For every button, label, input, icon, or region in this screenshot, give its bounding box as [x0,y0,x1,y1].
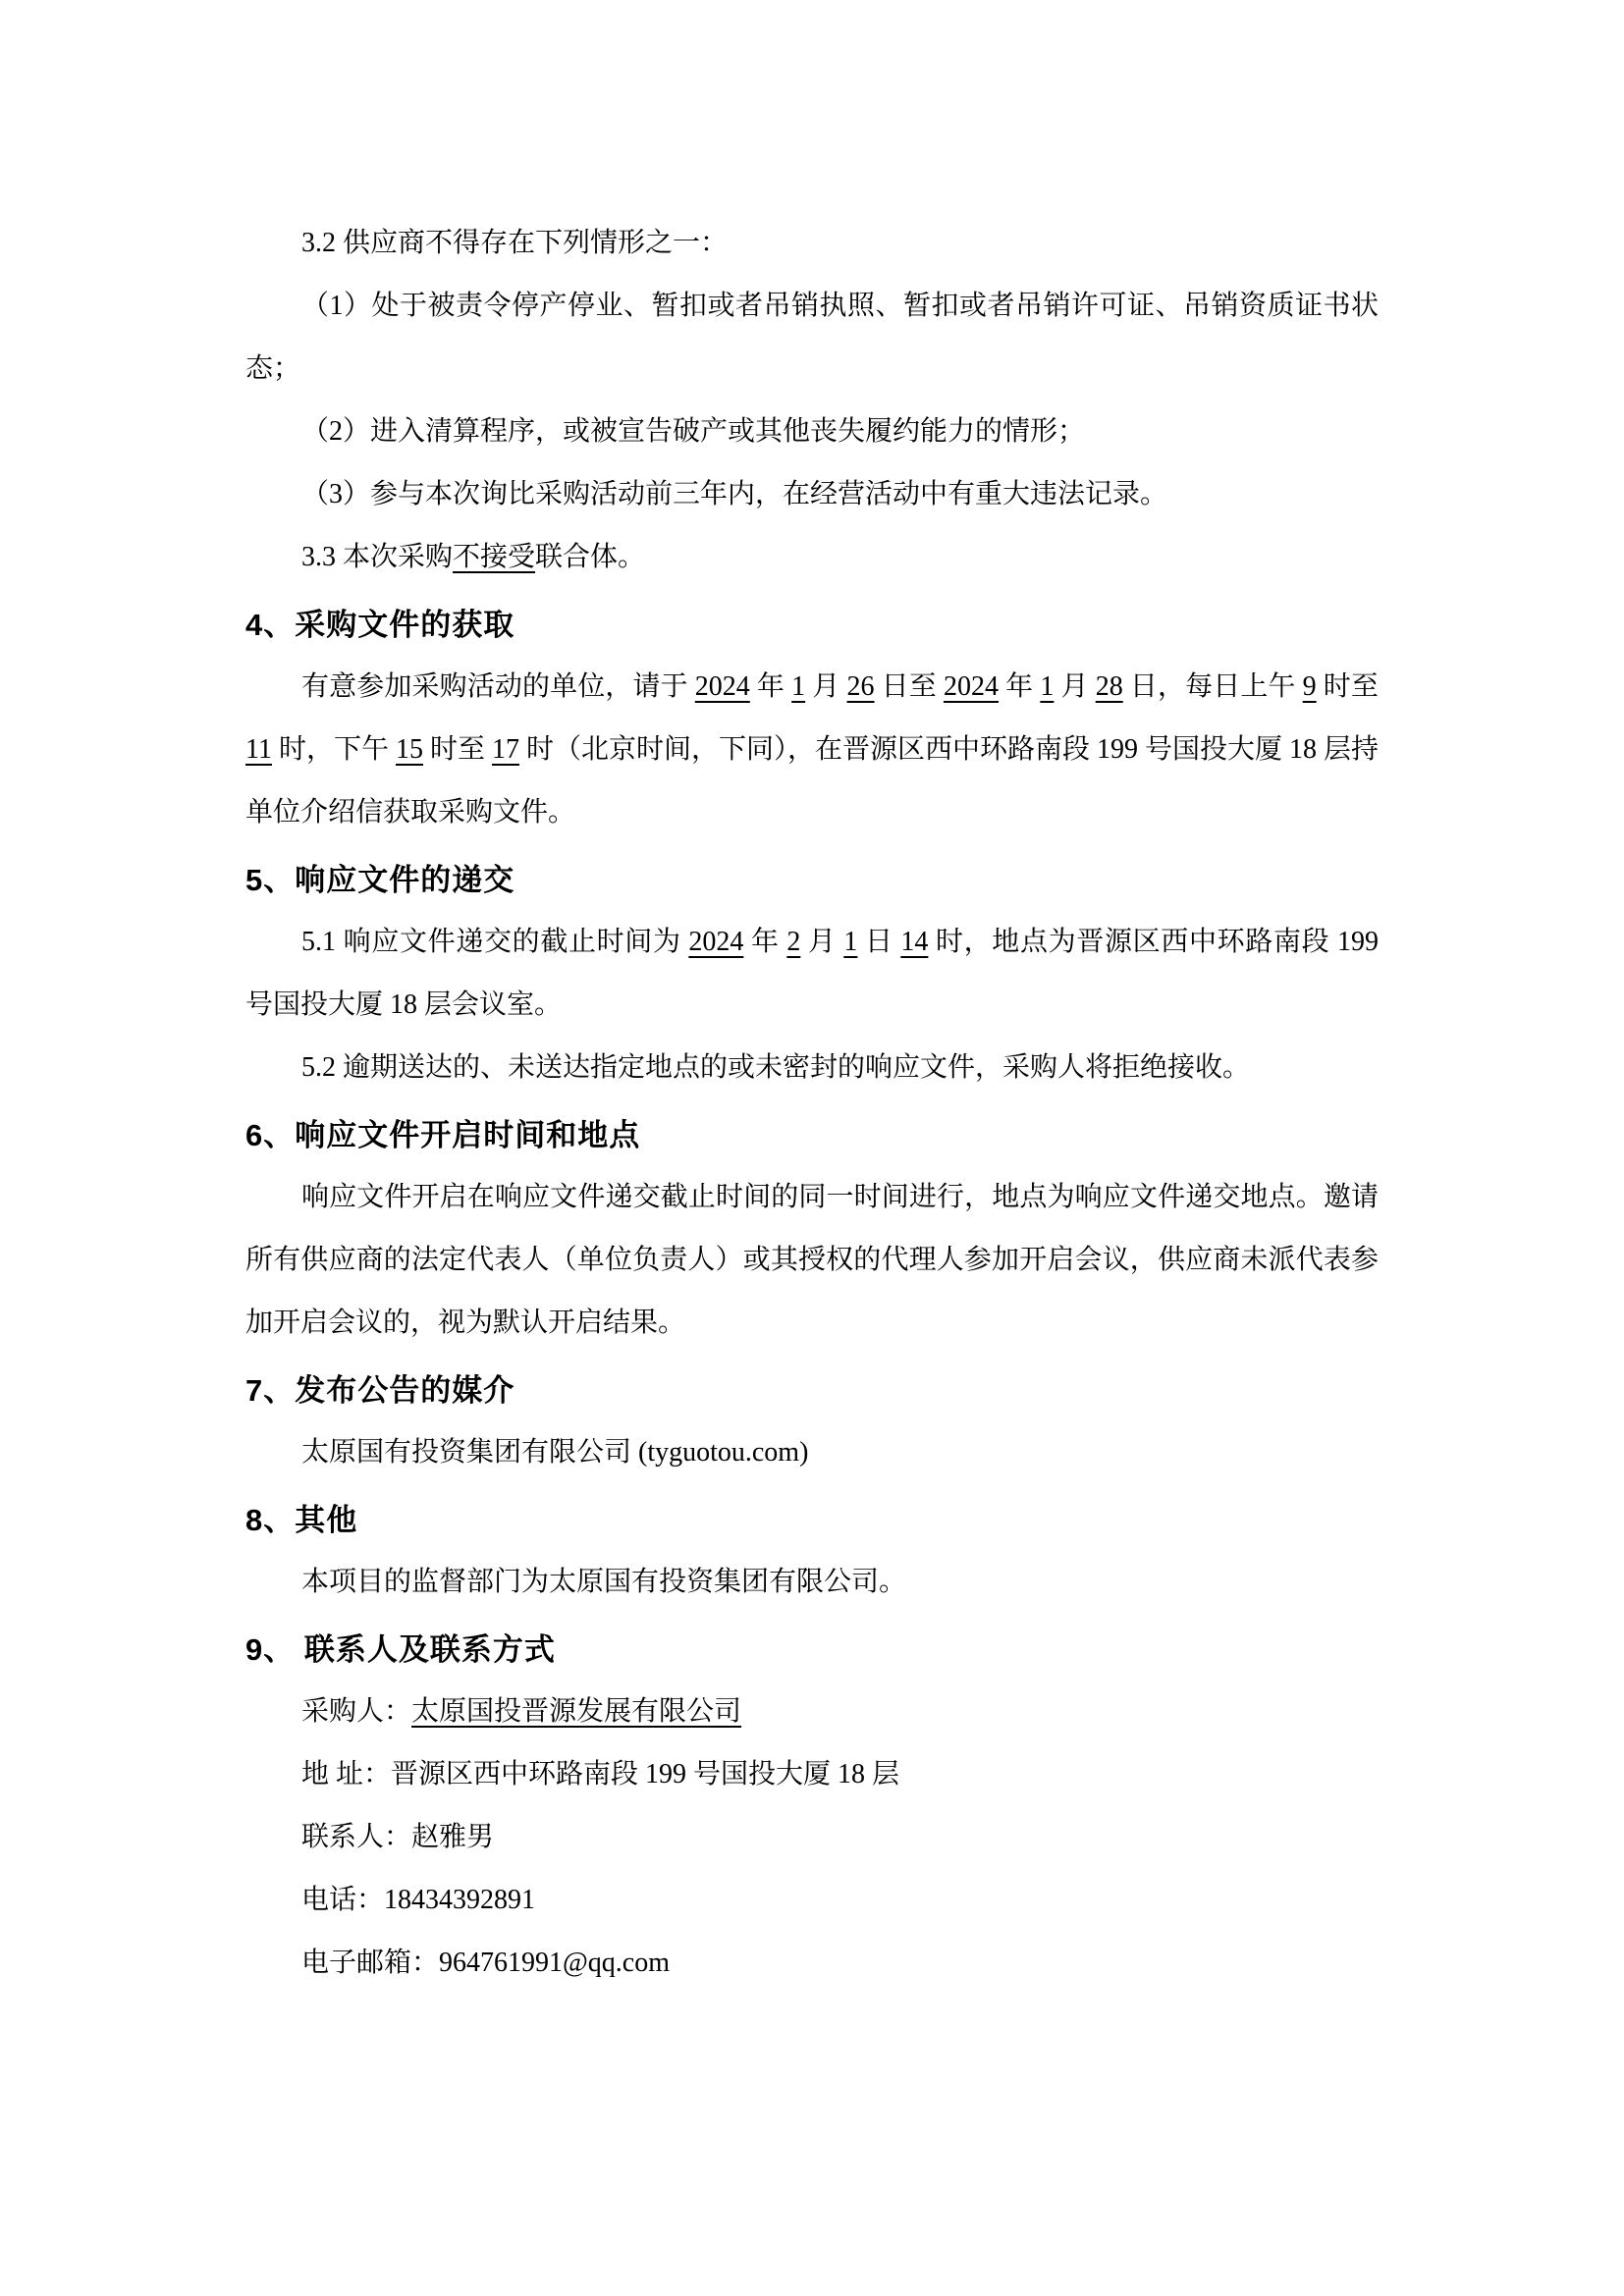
text-segment: 日 [857,927,901,957]
text-segment: 5.2 逾期送达的、未送达指定地点的或未密封的响应文件，采购人将拒绝接收。 [301,1052,1251,1083]
text-segment: 5.1 响应文件递交的截止时间为 [301,927,689,957]
text-segment: 6、响应文件开启时间和地点 [245,1118,641,1152]
clause-5-1 [245,911,1379,1037]
text-segment: 时（北京时间，下同），在晋源区西中环路南段 199 号国投大厦 18 层持单位介绍信获取采购文件。 [245,734,1380,828]
text-segment: 3.3 本次采购 [301,542,454,572]
section-4-heading [245,603,1379,648]
text-segment: 5、响应文件的递交 [245,863,515,897]
text-segment: 月 [1054,671,1096,702]
text-segment: 有意参加采购活动的单位，请于 [301,671,695,702]
underlined-text: 28 [1095,671,1123,702]
text-segment: 本项目的监督部门为太原国有投资集团有限公司。 [301,1567,907,1597]
underlined-text: 不接受 [453,542,536,572]
text-segment: 采购人： [301,1696,412,1727]
underlined-text: 15 [395,734,423,765]
text-segment: 日，每日上午 [1122,671,1303,702]
text-segment: 太原国有投资集团有限公司 (tyguotou.com) [301,1437,809,1468]
section-5-heading [245,858,1379,903]
clause-3-2-item-3 [245,463,1379,526]
text-segment: 响应文件开启在响应文件递交截止时间的同一时间进行，地点为响应文件递交地点。邀请所有供应商的法定代表人（单位负责人）或其授权的代理人参加开启会议，供应商未派代表参加开启会议的，视为默认开启结果。 [245,1182,1379,1338]
clause-5-2 [245,1037,1379,1099]
text-segment: 7、发布公告的媒介 [245,1373,515,1408]
text-segment: 联系人：赵雅男 [301,1822,495,1852]
text-segment: 联合体。 [535,542,646,572]
text-segment: 时至 [1316,671,1379,702]
underlined-text: 2024 [694,671,750,702]
text-segment: （2）进入清算程序，或被宣告破产或其他丧失履约能力的情形； [301,416,1086,447]
underlined-text: 1 [1040,671,1055,702]
contact-address [245,1743,1379,1806]
section-8-body [245,1551,1379,1614]
text-segment: 年 [999,671,1041,702]
text-segment: 时，地点为晋源区西中环路南段 199 号国投大厦 18 层会议室。 [245,927,1379,1020]
text-segment: 4、采购文件的获取 [245,608,515,642]
text-segment: 地 址：晋源区西中环路南段 199 号国投大厦 18 层 [301,1759,900,1789]
section-7-heading [245,1368,1379,1414]
text-segment: 月 [805,671,847,702]
underlined-text: 1 [843,927,858,957]
clause-3-3 [245,526,1379,589]
underlined-text: 26 [846,671,875,702]
contact-phone [245,1869,1379,1932]
text-segment: 8、其他 [245,1503,358,1537]
section-8-heading [245,1498,1379,1543]
underlined-text: 2024 [944,671,999,702]
text-segment: 电话：18434392891 [301,1885,536,1915]
text-segment: （3）参与本次询比采购活动前三年内，在经营活动中有重大违法记录。 [301,479,1168,509]
text-segment: 3.2 供应商不得存在下列情形之一： [301,228,729,258]
underlined-text: 2 [786,927,801,957]
section-7-body [245,1421,1379,1484]
text-segment: 9、 联系人及联系方式 [245,1632,556,1667]
underlined-text: 17 [492,734,519,765]
text-segment: 月 [800,927,844,957]
underlined-text: 14 [900,927,929,957]
underlined-text: 1 [791,671,806,702]
section-9-heading [245,1628,1379,1673]
clause-3-2 [245,212,1379,275]
contact-person [245,1806,1379,1869]
underlined-text: 太原国投晋源发展有限公司 [411,1696,742,1727]
underlined-text: 9 [1302,671,1317,702]
document-body [245,212,1379,1995]
section-6-heading [245,1113,1379,1158]
text-segment: （1）处于被责令停产停业、暂扣或者吊销执照、暂扣或者吊销许可证、吊销资质证书状态； [245,291,1379,384]
underlined-text: 2024 [688,927,744,957]
text-segment: 日至 [874,671,944,702]
text-segment: 年 [749,671,792,702]
text-segment: 电子邮箱：964761991@qq.com [301,1948,670,1978]
contact-purchaser [245,1681,1379,1743]
text-segment: 年 [743,927,787,957]
text-segment: 时至 [422,734,492,765]
clause-3-2-item-1 [245,275,1379,400]
section-4-body [245,656,1379,844]
underlined-text: 11 [245,734,272,765]
contact-email [245,1932,1379,1995]
clause-3-2-item-2 [245,400,1379,463]
section-6-body [245,1166,1379,1355]
text-segment: 时，下午 [271,734,396,765]
